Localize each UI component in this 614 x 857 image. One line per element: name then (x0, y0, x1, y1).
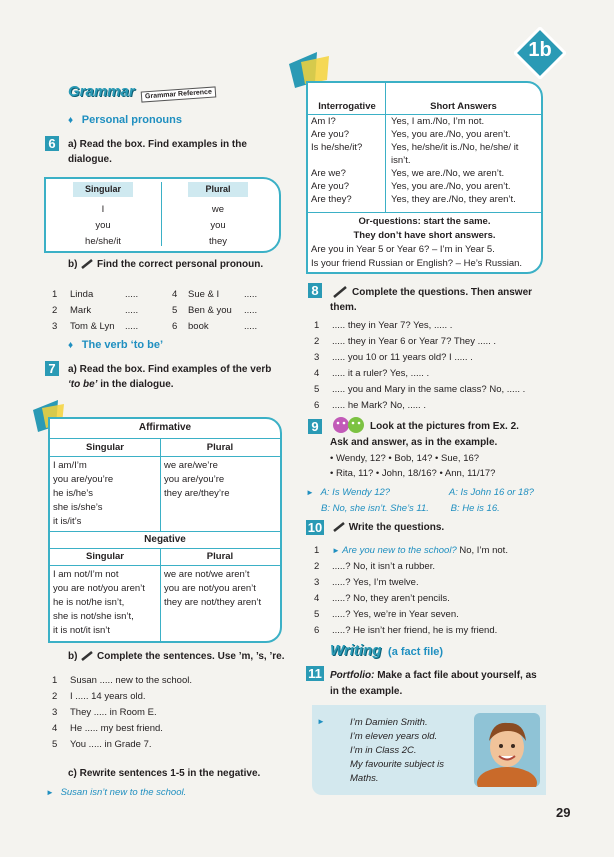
ex7-instruction-c: c) Rewrite sentences 1-5 in the negative. (68, 768, 261, 779)
fact-file-card: ► I’m Damien Smith. I’m eleven years old. I’m in Class 2C. My favourite subject is Maths. (312, 705, 546, 795)
list-item: 5 ..... you and Mary in the same class? No, ..... . (314, 384, 526, 395)
list-item: 1 ..... they in Year 7? Yes, ..... . (314, 320, 453, 331)
singular-header: Singular (85, 442, 124, 453)
personal-pronouns-heading: ♦ Personal pronouns (68, 114, 182, 126)
list-item: 3 They ..... in Room E. (52, 707, 157, 718)
list-item: 2 I ..... 14 years old. (52, 691, 146, 702)
pronoun-cell: I (101, 204, 105, 215)
ex10-instruction: Write the questions. (332, 522, 444, 533)
affirmative-header: Affirmative (138, 422, 192, 433)
exercise-10-number: 10 (307, 520, 323, 535)
exercise-11-number: 11 (306, 666, 324, 681)
aff-plural-list: we are/we’re you are/you’re they are/they’re (164, 460, 230, 499)
pronoun-cell: he/she/it (85, 236, 121, 247)
list-item: 4 He ..... my best friend. (52, 723, 163, 734)
ex9-list-2: • Rita, 11? • John, 18/16? • Ann, 11/17? (330, 468, 496, 479)
list-item: 6 .....? He isn’t her friend, he is my friend. (314, 625, 498, 636)
ex6-items-left (52, 287, 138, 335)
list-item: 3 .....? Yes, I’m twelve. (314, 577, 419, 588)
pencil-icon (80, 259, 94, 269)
speaking-faces-icon (332, 416, 366, 434)
or-questions-note: Or-questions: start the same. (358, 216, 491, 227)
list-item: 1 ► Are you new to the school? No, I’m not. (314, 545, 508, 556)
interrogative-table (306, 81, 543, 274)
singular-header: Singular (73, 182, 133, 197)
ex9-example-b: B: No, she isn’t. She’s 11. B: He is 16. (321, 503, 500, 514)
pencil-icon (332, 522, 346, 532)
ex8-instruction: Complete the questions. Then answer them. (330, 287, 533, 313)
pencil-icon (80, 651, 94, 661)
ex6-instruction-a: a) Read the box. Find examples in the dialogue. (68, 139, 247, 165)
table-row: Are we? Yes, we are./No, we aren’t. (311, 168, 505, 179)
interrogative-rows (311, 115, 539, 206)
ex7-example-c: ► Susan isn’t new to the school. (46, 787, 187, 798)
or-questions-note: They don’t have short answers. (353, 230, 496, 241)
fact-file-text: I’m Damien Smith. I’m eleven years old. I’m in Class 2C. My favourite subject is Maths. (350, 717, 444, 784)
neg-singular-list: I am not/I’m not you are not/you aren’t he is not/he isn’t, she is not/she isn’t, it is not/it isn’t (53, 569, 145, 636)
table-row: Are you? Yes, you are./No, you aren’t. (311, 181, 511, 192)
exercise-6-number: 6 (45, 136, 59, 151)
pronoun-cell: you (210, 220, 226, 231)
page-number: 29 (556, 805, 571, 820)
list-item: 2 .....? No, it isn’t a rubber. (314, 561, 435, 572)
ex7-instruction-b: b) Complete the sentences. Use ’m, ’s, ’re. (68, 651, 285, 662)
neg-plural-list: we are not/we aren’t you are not/you aren’t they are not/they aren’t (164, 569, 262, 608)
boy-photo (474, 713, 540, 787)
list-item: 3 ..... you 10 or 11 years old? I ..... . (314, 352, 473, 363)
exercise-8-number: 8 (308, 283, 322, 298)
list-item: 6 book ..... (172, 321, 258, 332)
plural-header: Plural (206, 551, 234, 562)
ex11-instruction: Portfolio: Make a fact file about yourself, as in the example. (330, 670, 537, 697)
table-row: Are they? Yes, they are./No, they aren’t. (311, 194, 516, 205)
list-item: 1 Susan ..... new to the school. (52, 675, 192, 686)
table-row: Are you? Yes, you are./No, you aren’t. (311, 129, 511, 140)
writing-heading: Writing (a fact file) (330, 642, 444, 659)
table-row: Am I? Yes, I am./No, I’m not. (311, 116, 485, 127)
ex10-items (314, 543, 508, 639)
singular-header: Singular (85, 551, 124, 562)
negative-header: Negative (144, 534, 186, 545)
list-item: 4 Sue & I ..... (172, 289, 258, 300)
ex9-instruction-2: Ask and answer, as in the example. (330, 437, 498, 448)
interrogative-header: Interrogative (318, 101, 376, 112)
ex8-items (314, 318, 525, 414)
grammar-reference-tag: Grammar Reference (141, 86, 217, 102)
plural-header: Plural (188, 182, 248, 197)
exercise-7-number: 7 (45, 361, 59, 376)
ex7-sentences (52, 673, 192, 753)
aff-singular-list: I am/I’m you are/you’re he is/he’s she is/she’s it is/it’s (53, 460, 114, 527)
ex9-instruction-1: Look at the pictures from Ex. 2. (370, 421, 519, 432)
pronoun-cell: they (209, 236, 227, 247)
or-question-example: Is your friend Russian or English? – He’s Russian. (311, 258, 523, 269)
verb-to-be-heading: ♦ The verb ‘to be’ (68, 339, 164, 351)
pronoun-table (44, 177, 281, 253)
list-item: 1 Linda ..... (52, 289, 139, 300)
list-item: 5 You ..... in Grade 7. (52, 739, 152, 750)
ex9-example-a: ► A: Is Wendy 12? A: Is John 16 or 18? (306, 487, 534, 498)
grammar-title: Grammar Grammar Reference (68, 83, 216, 100)
pronoun-cell: you (95, 220, 111, 231)
list-item: 4 ..... it a ruler? Yes, ..... . (314, 368, 430, 379)
list-item: 3 Tom & Lyn ..... (52, 321, 139, 332)
pronoun-cell: we (211, 204, 225, 215)
list-item: 6 ..... he Mark? No, ..... . (314, 400, 426, 411)
or-question-example: Are you in Year 5 or Year 6? – I’m in Year 5. (311, 244, 495, 255)
unit-badge: 1b (514, 27, 566, 79)
list-item: 2 ..... they in Year 6 or Year 7? They ..... . (314, 336, 497, 347)
plural-header: Plural (206, 442, 234, 453)
ex7-instruction-a: a) Read the box. Find examples of the verb ‘to be’ in the dialogue. (68, 364, 272, 390)
ex6-items-right (172, 287, 257, 335)
table-row: Is he/she/it? Yes, he/she/it is./No, he/she/ it isn’t. (311, 142, 519, 166)
list-item: 5 .....? Yes, we’re in Year seven. (314, 609, 459, 620)
list-item: 2 Mark ..... (52, 305, 139, 316)
exercise-9-number: 9 (308, 419, 322, 434)
list-item: 5 Ben & you ..... (172, 305, 258, 316)
ex6-instruction-b: b) Find the correct personal pronoun. (68, 259, 264, 270)
to-be-table (48, 417, 282, 643)
ex9-list-1: • Wendy, 12? • Bob, 14? • Sue, 16? (330, 453, 480, 464)
short-answers-header: Short Answers (430, 101, 497, 112)
list-item: 4 .....? No, they aren’t pencils. (314, 593, 450, 604)
